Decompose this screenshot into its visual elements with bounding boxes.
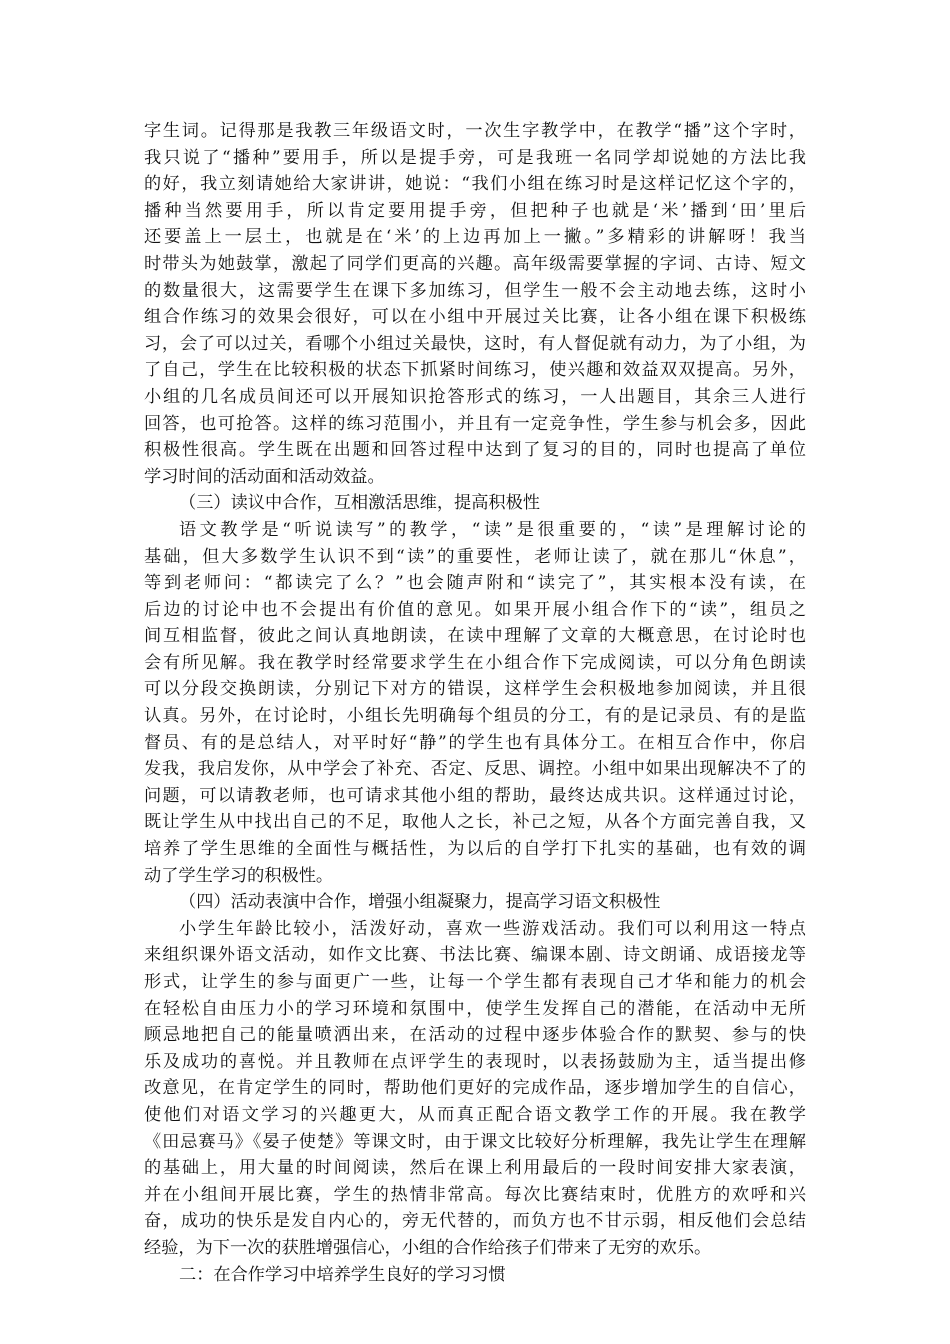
text-line: 回答，也可抢答。这样的练习范围小，并且有一定竞争性，学生参与机会多，因此 <box>144 413 806 434</box>
section-heading: （四）活动表演中合作，增强小组凝聚力，提高学习语文积极性 <box>179 892 661 913</box>
section-heading: 二：在合作学习中培养学生良好的学习习惯 <box>179 1264 506 1285</box>
text-line: 积极性很高。学生既在出题和回答过程中达到了复习的目的，同时也提高了单位 <box>144 440 806 461</box>
text-line: 培养了学生思维的全面性与概括性，为以后的自学打下扎实的基础，也有效的调 <box>144 839 806 860</box>
text-line: 形式，让学生的参与面更广一些，让每一个学生都有表现自己才华和能力的机会 <box>144 972 806 992</box>
text-line: 发我，我启发你，从中学会了补充、否定、反思、调控。小组中如果出现解决不了的 <box>144 759 806 780</box>
text-line: 认真。另外，在讨论时，小组长先明确每个组员的分工，有的是记录员、有的是监 <box>144 706 806 727</box>
text-line: 在轻松自由压力小的学习环境和氛围中，使学生发挥自己的潜能，在活动中无所 <box>144 998 806 1019</box>
text-line: 乐及成功的喜悦。并且教师在点评学生的表现时，以表扬鼓励为主，适当提出修 <box>144 1051 806 1072</box>
text-line: 奋，成功的快乐是发自内心的，旁无代替的，而负方也不甘示弱，相反他们会总结 <box>144 1211 806 1232</box>
text-line: 改意见，在肯定学生的同时，帮助他们更好的完成作品，逐步增加学生的自信心， <box>144 1078 806 1099</box>
text-line: 的数量很大，这需要学生在课下多加练习，但学生一般不会主动地去练，这时小 <box>144 280 806 301</box>
text-line: 既让学生从中找出自己的不足，取他人之长，补己之短，从各个方面完善自我，又 <box>144 812 806 833</box>
text-line: 后边的讨论中也不会提出有价值的意见。如果开展小组合作下的“读”，组员之 <box>144 599 806 620</box>
text-line: 会有所见解。我在教学时经常要求学生在小组合作下完成阅读，可以分角色朗读 <box>144 652 806 673</box>
text-line: 并在小组间开展比赛，学生的热情非常高。每次比赛结束时，优胜方的欢呼和兴 <box>144 1184 806 1205</box>
text-line: 可以分段交换朗读，分别记下对方的错误，这样学生会积极地参加阅读，并且很 <box>144 679 806 700</box>
text-line: 小学生年龄比较小，活泼好动，喜欢一些游戏活动。我们可以利用这一特点 <box>179 918 806 939</box>
text-line: 来组织课外语文活动，如作文比赛、书法比赛、编课本剧、诗文朗诵、成语接龙等 <box>144 945 806 966</box>
text-line: 字生词。记得那是我教三年级语文时，一次生字教学中，在教学“播”这个字时， <box>144 121 806 141</box>
text-line: 我只说了“播种”要用手，所以是提手旁，可是我班一名同学却说她的方法比我 <box>144 147 806 168</box>
text-line: 问题，可以请教老师，也可请求其他小组的帮助，最终达成共识。这样通过讨论， <box>144 785 806 806</box>
document-page <box>144 118 806 1288</box>
text-line: 顾忌地把自己的能量喷洒出来，在活动的过程中逐步体验合作的默契、参与的快 <box>144 1025 806 1046</box>
text-line: 经验，为下一次的获胜增强信心，小组的合作给孩子们带来了无穷的欢乐。 <box>144 1237 712 1258</box>
text-line: 的好，我立刻请她给大家讲讲，她说：“我们小组在练习时是这样记忆这个字的， <box>144 174 806 195</box>
text-line: 使他们对语文学习的兴趣更大，从而真正配合语文教学工作的开展。我在教学 <box>144 1104 806 1125</box>
text-line: 的基础上，用大量的时间阅读，然后在课上利用最后的一段时间安排大家表演， <box>144 1158 806 1179</box>
text-line: 时带头为她鼓掌，激起了同学们更高的兴趣。高年级需要掌握的字词、古诗、短文 <box>144 253 806 274</box>
text-line: 《田忌赛马》《晏子使楚》等课文时，由于课文比较好分析理解，我先让学生在理解 <box>144 1131 806 1152</box>
text-line: 间互相监督，彼此之间认真地朗读，在读中理解了文章的大概意思，在讨论时也 <box>144 626 806 647</box>
text-line: 还要盖上一层土，也就是在‘米’的上边再加上一撇。”多精彩的讲解呀！我当 <box>144 227 806 248</box>
section-heading: （三）读议中合作，互相激活思维，提高积极性 <box>179 493 540 514</box>
text-line: 等到老师问：“都读完了么？”也会随声附和“读完了”，其实根本没有读，在 <box>144 573 806 594</box>
text-line: 动了学生学习的积极性。 <box>144 865 334 886</box>
text-line: 习，会了可以过关，看哪个小组过关最快，这时，有人督促就有动力，为了小组，为 <box>144 333 806 354</box>
text-line: 督员、有的是总结人，对平时好“静”的学生也有具体分工。在相互合作中，你启 <box>144 732 806 753</box>
text-line: 了自己，学生在比较积极的状态下抓紧时间练习，使兴趣和效益双双提高。另外， <box>144 360 806 381</box>
text-line: 小组的几名成员间还可以开展知识抢答形式的练习，一人出题目，其余三人进行 <box>144 386 806 407</box>
text-line: 播种当然要用手，所以肯定要用提手旁，但把种子也就是‘米’播到‘田’里后 <box>144 200 806 221</box>
text-line: 组合作练习的效果会很好，可以在小组中开展过关比赛，让各小组在课下积极练 <box>144 307 806 328</box>
text-line: 基础，但大多数学生认识不到“读”的重要性，老师让读了，就在那儿“休息”， <box>144 546 806 567</box>
text-line: 语文教学是“听说读写”的教学，“读”是很重要的，“读”是理解讨论的 <box>179 519 806 540</box>
text-line: 学习时间的活动面和活动效益。 <box>144 466 385 487</box>
